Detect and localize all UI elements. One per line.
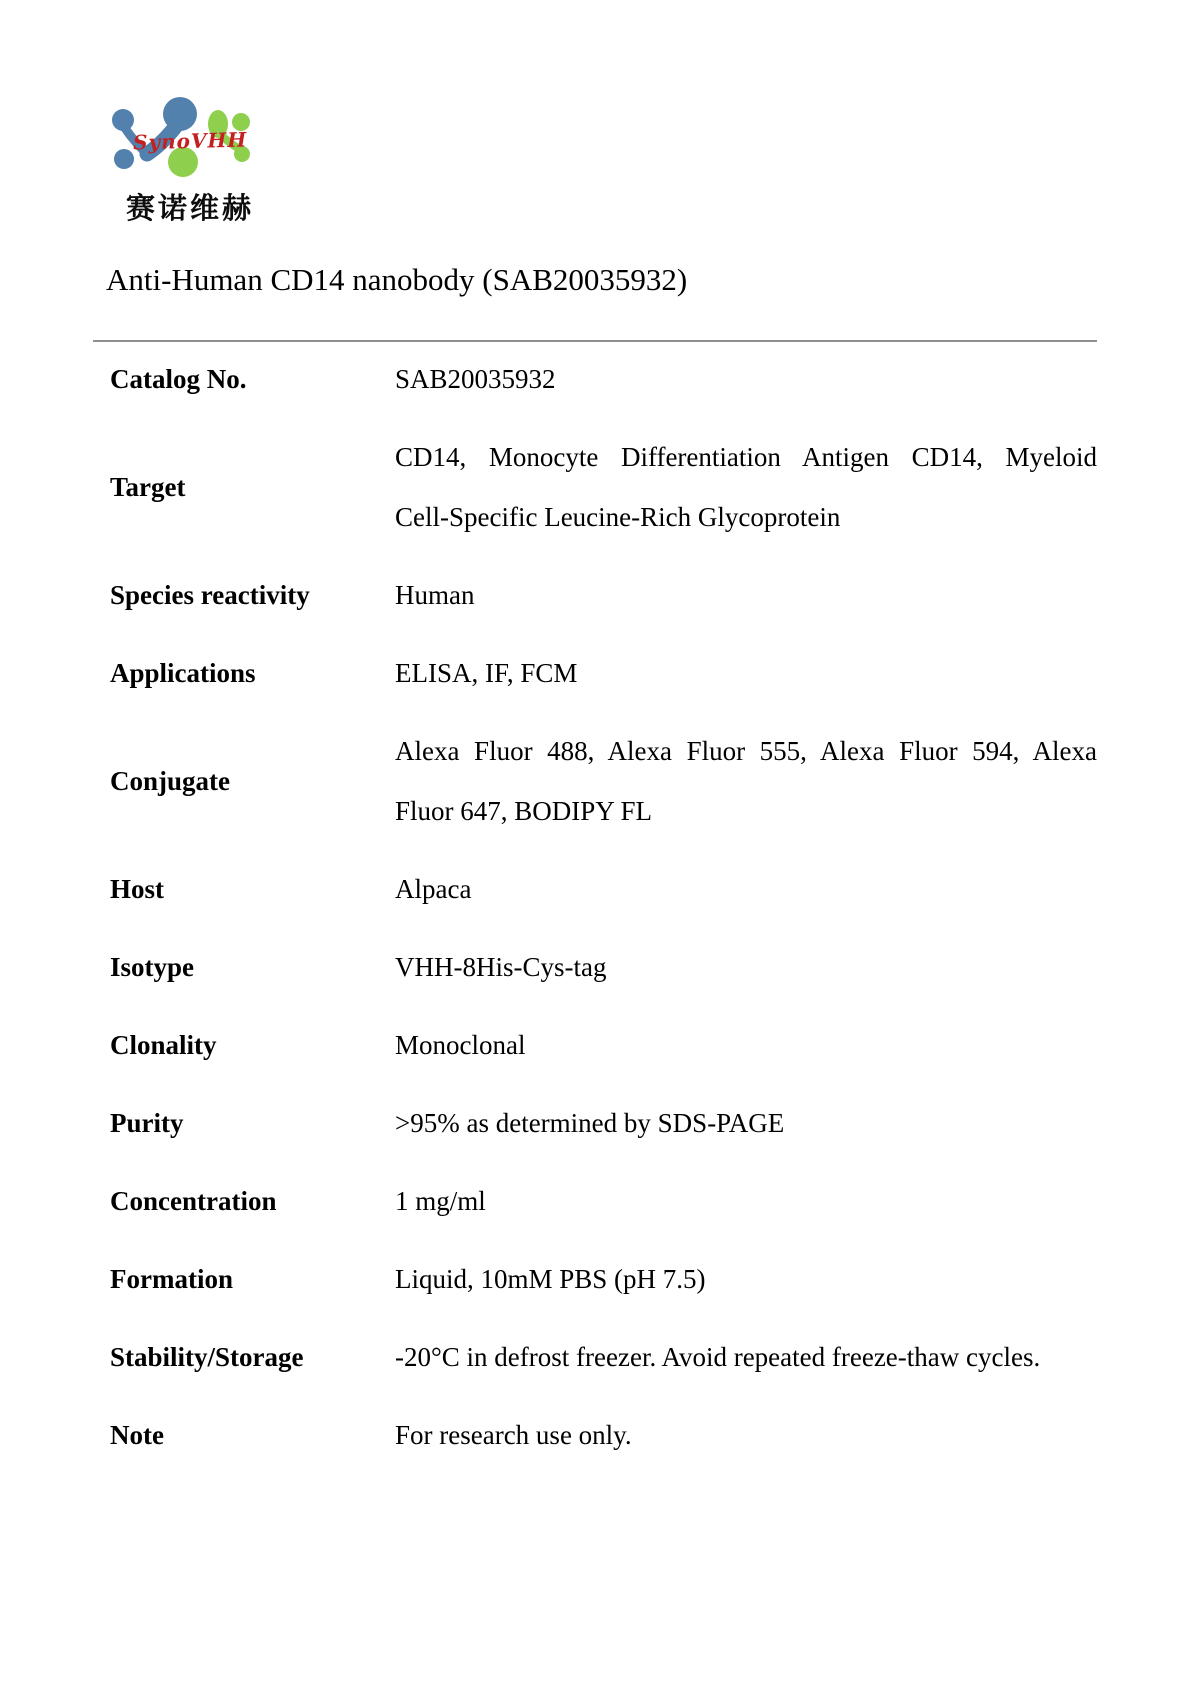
spec-value-line: Monoclonal bbox=[395, 1030, 526, 1060]
spec-value bbox=[385, 1249, 1097, 1309]
spec-value-line: Alpaca bbox=[395, 874, 472, 904]
spec-value bbox=[385, 937, 1097, 997]
spec-label: Conjugate bbox=[110, 766, 230, 796]
spec-row bbox=[93, 1015, 1097, 1075]
spec-row bbox=[93, 643, 1097, 703]
spec-label: Species reactivity bbox=[110, 580, 310, 610]
spec-label: Concentration bbox=[110, 1186, 277, 1216]
spec-row bbox=[93, 1171, 1097, 1231]
spec-value bbox=[385, 349, 1097, 409]
spec-value bbox=[385, 1171, 1097, 1231]
spec-value-line: 1 mg/ml bbox=[395, 1186, 486, 1216]
spec-value-line: For research use only. bbox=[395, 1420, 632, 1450]
spec-label: Isotype bbox=[110, 952, 195, 982]
spec-label: Applications bbox=[110, 658, 256, 688]
spec-value bbox=[385, 859, 1097, 919]
spec-label: Purity bbox=[110, 1108, 184, 1138]
spec-value-line: ELISA, IF, FCM bbox=[395, 658, 578, 688]
spec-row bbox=[93, 427, 1097, 547]
spec-value-line: Alexa Fluor 488, Alexa Fluor 555, Alexa Fluor 594, Alexa bbox=[395, 736, 1097, 766]
page-title: Anti-Human CD14 nanobody (SAB20035932) bbox=[106, 262, 688, 297]
spec-row bbox=[93, 1093, 1097, 1153]
spec-label: Formation bbox=[110, 1264, 233, 1294]
spec-value-line: Human bbox=[395, 580, 475, 610]
spec-value bbox=[385, 643, 1097, 703]
spec-value bbox=[385, 427, 1097, 547]
spec-label: Note bbox=[110, 1420, 164, 1450]
spec-label: Stability/Storage bbox=[110, 1342, 304, 1372]
company-logo bbox=[95, 86, 265, 186]
spec-value-line: >95% as determined by SDS-PAGE bbox=[395, 1108, 785, 1138]
spec-row bbox=[93, 349, 1097, 409]
spec-value-line: CD14, Monocyte Differentiation Antigen CD14, Myeloid bbox=[395, 442, 1097, 472]
spec-value bbox=[385, 1015, 1097, 1075]
spec-value bbox=[385, 1093, 1097, 1153]
spec-value bbox=[385, 1405, 1097, 1465]
spec-label: Host bbox=[110, 874, 164, 904]
spec-row bbox=[93, 937, 1097, 997]
spec-row bbox=[93, 1249, 1097, 1309]
spec-row bbox=[93, 859, 1097, 919]
spec-row bbox=[93, 1405, 1097, 1465]
title-divider bbox=[93, 340, 1097, 342]
logo-chinese-name: 赛诺维赫 bbox=[126, 191, 255, 225]
spec-value-line: VHH-8His-Cys-tag bbox=[395, 952, 607, 982]
spec-value-line: SAB20035932 bbox=[395, 364, 556, 394]
spec-table bbox=[93, 349, 1097, 1483]
logo-brand-text: SynoVHH bbox=[132, 127, 248, 155]
spec-value bbox=[385, 565, 1097, 625]
spec-label: Target bbox=[110, 472, 186, 502]
spec-row bbox=[93, 721, 1097, 841]
spec-value-line: Fluor 647, BODIPY FL bbox=[395, 796, 653, 826]
spec-label: Clonality bbox=[110, 1030, 217, 1060]
spec-label: Catalog No. bbox=[110, 364, 247, 394]
spec-value-line: -20°C in defrost freezer. Avoid repeated freeze-thaw cycles. bbox=[395, 1342, 1041, 1372]
spec-row bbox=[93, 1327, 1097, 1387]
spec-value-line: Cell-Specific Leucine-Rich Glycoprotein bbox=[395, 502, 841, 532]
spec-value bbox=[385, 721, 1097, 841]
spec-row bbox=[93, 565, 1097, 625]
spec-value bbox=[385, 1327, 1097, 1387]
spec-value-line: Liquid, 10mM PBS (pH 7.5) bbox=[395, 1264, 706, 1294]
